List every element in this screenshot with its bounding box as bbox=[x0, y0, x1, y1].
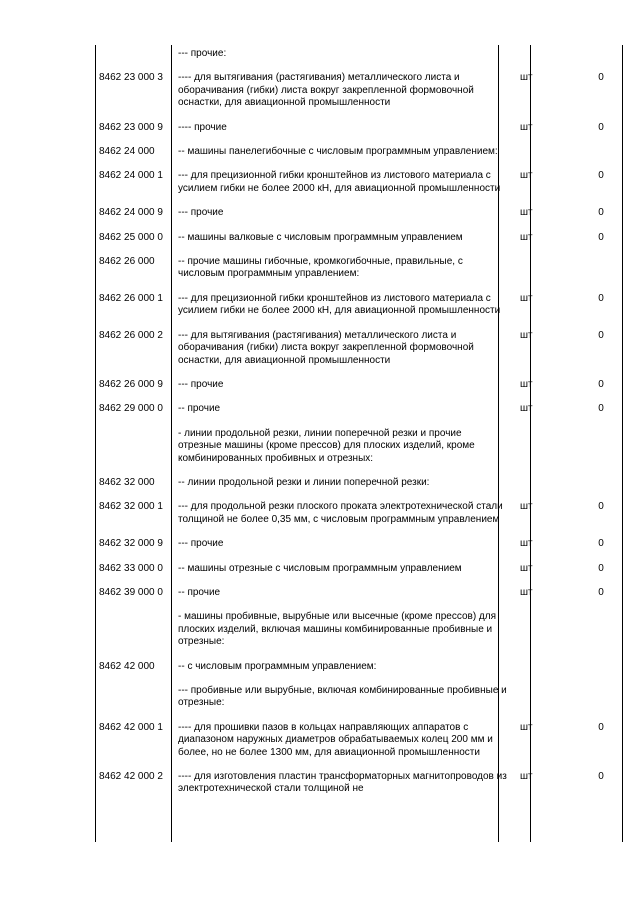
duty-rate: 0 bbox=[598, 562, 604, 574]
position-description: --- для продольной резки плоского проката электротехнической стали толщиной не более 0,35 мм, с числовым программным управлением bbox=[178, 501, 503, 525]
unit-of-measure: шт bbox=[520, 329, 533, 341]
tn-ved-code: 8462 33 000 0 bbox=[99, 562, 163, 574]
unit-of-measure bbox=[509, 48, 553, 72]
position-description: --- для прецизионной гибки кронштейнов из листового материала с усилием гибки не более 2000 кН, для авиационной промышленности bbox=[178, 170, 501, 194]
unit-of-measure: шт bbox=[520, 121, 533, 133]
position-description: --- прочие bbox=[178, 538, 224, 550]
unit-of-measure: шт bbox=[520, 562, 533, 574]
position-description: --- прочие bbox=[178, 207, 224, 219]
position-description: -- прочие bbox=[178, 403, 221, 415]
unit-of-measure bbox=[509, 146, 553, 170]
duty-rate: 0 bbox=[598, 501, 604, 513]
table-row bbox=[96, 771, 640, 808]
tn-ved-code: 8462 29 000 0 bbox=[99, 403, 163, 415]
position-description: --- прочие bbox=[178, 378, 224, 390]
unit-of-measure bbox=[509, 661, 553, 685]
duty-rate: 0 bbox=[598, 292, 604, 304]
tn-ved-code: 8462 32 000 1 bbox=[99, 501, 163, 513]
table-row bbox=[96, 477, 640, 501]
table-row bbox=[96, 661, 640, 685]
table-row bbox=[96, 170, 640, 207]
tn-ved-code bbox=[96, 685, 175, 722]
duty-rate bbox=[553, 256, 640, 293]
duty-rate: 0 bbox=[598, 403, 604, 415]
position-description: -- машины отрезные с числовым программным управлением bbox=[178, 562, 462, 574]
tariff-table bbox=[96, 48, 640, 808]
tn-ved-code: 8462 39 000 0 bbox=[99, 586, 163, 598]
tn-ved-code: 8462 25 000 0 bbox=[99, 231, 163, 243]
position-description: -- прочие bbox=[178, 586, 221, 598]
table-row bbox=[96, 293, 640, 330]
table-row bbox=[96, 587, 640, 611]
table-row bbox=[96, 207, 640, 231]
unit-of-measure: шт bbox=[520, 207, 533, 219]
table-row bbox=[96, 403, 640, 427]
tn-ved-code: 8462 26 000 2 bbox=[99, 329, 163, 341]
duty-rate: 0 bbox=[598, 207, 604, 219]
tn-ved-code bbox=[96, 428, 175, 477]
position-description: ---- для прошивки пазов в кольцах направляющих аппаратов с диапазоном наружных диаметров обрабатываемых колец 200 мм и более, но не более 1300 мм, для авиационной промышленности bbox=[178, 721, 493, 758]
tn-ved-code: 8462 26 000 1 bbox=[99, 292, 163, 304]
table-row bbox=[96, 122, 640, 146]
position-description: ---- прочие bbox=[178, 121, 227, 133]
position-description: ---- для вытягивания (растягивания) металлического листа и оборачивания (гибки) листа вокруг закрепленной формовочной оснастки, для авиационной промышленности bbox=[178, 72, 474, 109]
duty-rate: 0 bbox=[598, 231, 604, 243]
position-description: -- линии продольной резки и линии поперечной резки: bbox=[178, 476, 430, 488]
table-row bbox=[96, 501, 640, 538]
tn-ved-code: 8462 32 000 9 bbox=[99, 538, 163, 550]
table-row bbox=[96, 538, 640, 562]
duty-rate bbox=[553, 661, 640, 685]
duty-rate bbox=[553, 48, 640, 72]
duty-rate bbox=[553, 685, 640, 722]
table-row bbox=[96, 722, 640, 771]
duty-rate bbox=[553, 428, 640, 477]
tn-ved-code: 8462 26 000 bbox=[99, 256, 155, 268]
duty-rate: 0 bbox=[598, 771, 604, 783]
tn-ved-code: 8462 26 000 9 bbox=[99, 378, 163, 390]
position-description: --- для вытягивания (растягивания) металлического листа и оборачивания (гибки) листа вокруг закрепленной формовочной оснастки, для авиационной промышленности bbox=[178, 329, 474, 366]
table-row bbox=[96, 146, 640, 170]
unit-of-measure: шт bbox=[520, 292, 533, 304]
tn-ved-code: 8462 32 000 bbox=[99, 476, 155, 488]
table-row bbox=[96, 611, 640, 660]
table-row bbox=[96, 72, 640, 121]
unit-of-measure: шт bbox=[520, 501, 533, 513]
tn-ved-code bbox=[96, 48, 175, 72]
unit-of-measure bbox=[509, 477, 553, 501]
position-description: - машины пробивные, вырубные или высечные (кроме прессов) для плоских изделий, включая машины комбинированные пробивные и отрезные: bbox=[178, 611, 497, 648]
duty-rate: 0 bbox=[598, 721, 604, 733]
table-row bbox=[96, 428, 640, 477]
table-row bbox=[96, 330, 640, 379]
duty-rate: 0 bbox=[598, 170, 604, 182]
duty-rate: 0 bbox=[598, 329, 604, 341]
tn-ved-code bbox=[96, 611, 175, 660]
tn-ved-code: 8462 24 000 1 bbox=[99, 170, 163, 182]
unit-of-measure: шт bbox=[520, 378, 533, 390]
duty-rate: 0 bbox=[598, 538, 604, 550]
table-row bbox=[96, 685, 640, 722]
unit-of-measure: шт bbox=[520, 538, 533, 550]
position-description: ---- для изготовления пластин трансформаторных магнитопроводов из электротехнической стали толщиной не bbox=[178, 771, 507, 795]
unit-of-measure: шт bbox=[520, 231, 533, 243]
position-description: - линии продольной резки, линии поперечной резки и прочие отрезные машины (кроме прессов) для плоских изделий, кроме комбинированных пробивных и отрезных: bbox=[178, 427, 475, 464]
position-description: --- для прецизионной гибки кронштейнов из листового материала с усилием гибки не более 2000 кН, для авиационной промышленности bbox=[178, 292, 501, 317]
unit-of-measure: шт bbox=[520, 72, 533, 84]
tariff-table-body bbox=[96, 48, 640, 808]
tn-ved-code: 8462 42 000 2 bbox=[99, 771, 163, 783]
unit-of-measure: шт bbox=[520, 403, 533, 415]
unit-of-measure: шт bbox=[520, 586, 533, 598]
unit-of-measure: шт bbox=[520, 170, 533, 182]
unit-of-measure bbox=[509, 256, 553, 293]
duty-rate: 0 bbox=[598, 72, 604, 84]
duty-rate bbox=[553, 477, 640, 501]
duty-rate bbox=[553, 611, 640, 660]
position-description: -- с числовым программным управлением: bbox=[178, 660, 377, 672]
unit-of-measure bbox=[509, 428, 553, 477]
tn-ved-code: 8462 42 000 1 bbox=[99, 721, 163, 733]
table-row bbox=[96, 256, 640, 293]
position-description: -- машины валковые с числовым программным управлением bbox=[178, 231, 463, 243]
duty-rate bbox=[553, 146, 640, 170]
position-description: -- прочие машины гибочные, кромкогибочные, правильные, с числовым программным управлением: bbox=[178, 256, 463, 280]
tn-ved-code: 8462 23 000 9 bbox=[99, 121, 163, 133]
position-description: --- прочие: bbox=[178, 48, 227, 59]
table-row bbox=[96, 232, 640, 256]
tn-ved-code: 8462 24 000 bbox=[99, 146, 155, 158]
duty-rate: 0 bbox=[598, 121, 604, 133]
table-row bbox=[96, 379, 640, 403]
duty-rate: 0 bbox=[598, 586, 604, 598]
table-row bbox=[96, 563, 640, 587]
duty-rate: 0 bbox=[598, 378, 604, 390]
position-description: --- пробивные или вырубные, включая комбинированные пробивные и отрезные: bbox=[178, 685, 507, 709]
tn-ved-code: 8462 23 000 3 bbox=[99, 72, 163, 84]
tn-ved-code: 8462 42 000 bbox=[99, 660, 155, 672]
unit-of-measure bbox=[509, 611, 553, 660]
table-row bbox=[96, 48, 640, 72]
position-description: -- машины панелегибочные с числовым программным управлением: bbox=[178, 146, 498, 158]
unit-of-measure: шт bbox=[520, 771, 533, 783]
unit-of-measure: шт bbox=[520, 721, 533, 733]
tn-ved-code: 8462 24 000 9 bbox=[99, 207, 163, 219]
unit-of-measure bbox=[509, 685, 553, 722]
